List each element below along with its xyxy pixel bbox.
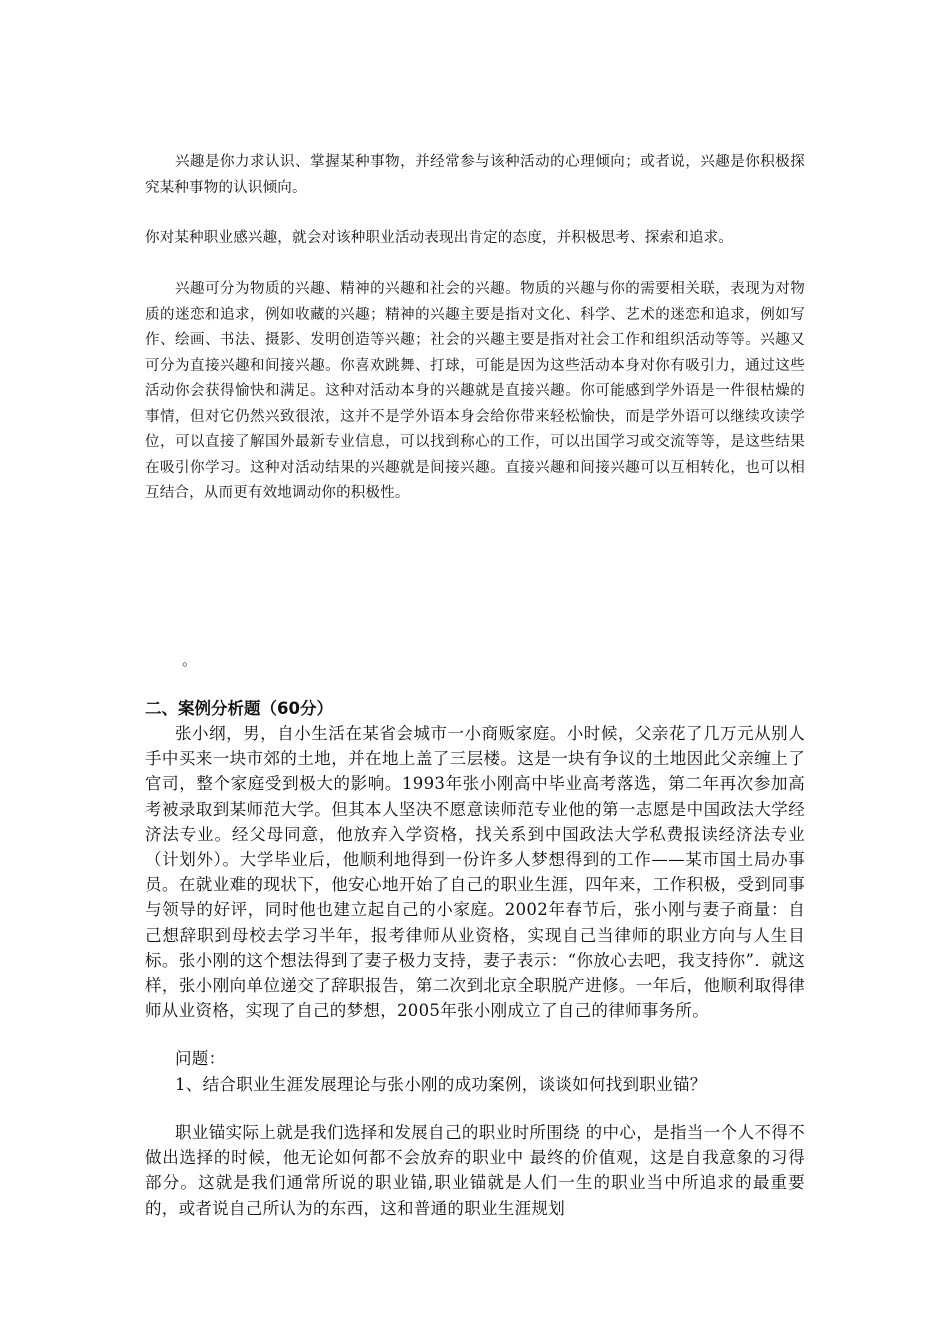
question-label: 问题： [175, 1049, 226, 1068]
section-heading: 二、案例分析题（60分） [145, 699, 333, 718]
interest-definition-paragraph: 兴趣是你力求认识、掌握某种事物，并经常参与该种活动的心理倾向；或者说，兴趣是你积极探究某种事物的认识倾向。 [145, 154, 805, 196]
answer-paragraph: 职业锚实际上就是我们选择和发展自己的职业时所围绕 的中心，是指当一个人不得不做出选择的时候，他无论如何都不会放弃的职业中 最终的价值观，这是自我意象的习得部分。这就是我们通常所说的职业锚,职业锚就是人们一生的职业当中所追求的最重要的，或者说自己所认为的东西，这和普通的职业生涯规划 [145, 1123, 805, 1218]
question-1: 1、结合职业生涯发展理论与张小刚的成功案例，谈谈如何找到职业锚？ [175, 1075, 707, 1094]
interest-types-paragraph: 兴趣可分为物质的兴趣、精神的兴趣和社会的兴趣。物质的兴趣与你的需要相关联，表现为对物质的迷恋和追求，例如收藏的兴趣；精神的兴趣主要是指对文化、科学、艺术的迷恋和追求，例如写作、绘画、书法、摄影、发明创造等兴趣；社会的兴趣主要是指对社会工作和组织活动等等。兴趣又可分为直接兴趣和间接兴趣。你喜欢跳舞、打球，可能是因为这些活动本身对你有吸引力，通过这些活动你会获得愉快和满足。这种对活动本身的兴趣就是直接兴趣。你可能感到学外语是一件很枯燥的事情，但对它仍然兴致很浓，这并不是学外语本身会给你带来轻松愉快，而是学外语可以继续攻读学位，可以直接了解国外最新专业信息，可以找到称心的工作，可以出国学习或交流等等，是这些结果在吸引你学习。这种对活动结果的兴趣就是间接兴趣。直接兴趣和间接兴趣可以互相转化，也可以相互结合，从而更有效地调动你的积极性。 [145, 281, 805, 501]
stray-period: 。 [182, 651, 198, 669]
career-interest-paragraph: 你对某种职业感兴趣，就会对该种职业活动表现出肯定的态度，并积极思考、探索和追求。 [145, 230, 733, 246]
case-study-paragraph: 张小纲，男，自小生活在某省会城市一小商贩家庭。小时候，父亲花了几万元从别人手中买来一块市郊的土地，并在地上盖了三层楼。这是一块有争议的土地因此父亲缠上了官司，整个家庭受到极大的影响。1993年张小刚高中毕业高考落选，第二年再次参加高考被录取到某师范大学。但其本人坚决不愿意读师范专业他的第一志愿是中国政法大学经济法专业。经父母同意，他放弃入学资格，找关系到中国政法大学私费报读经济法专业（计划外）。大学毕业后，他顺利地得到一份许多人梦想得到的工作——某市国土局办事员。在就业难的现状下，他安心地开始了自己的职业生涯，四年来，工作积极，受到同事与领导的好评，同时他也建立起自己的小家庭。2002年春节后，张小刚与妻子商量：自己想辞职到母校去学习半年，报考律师从业资格，实现自己当律师的职业方向与人生目标。张小刚的这个想法得到了妻子极力支持，妻子表示：“你放心去吧，我支持你”．就这样，张小刚向单位递交了辞职报告，第二次到北京全职脱产进修。一年后，他顺利取得律师从业资格，实现了自己的梦想，2005年张小刚成立了自己的律师事务所。 [145, 724, 805, 1021]
